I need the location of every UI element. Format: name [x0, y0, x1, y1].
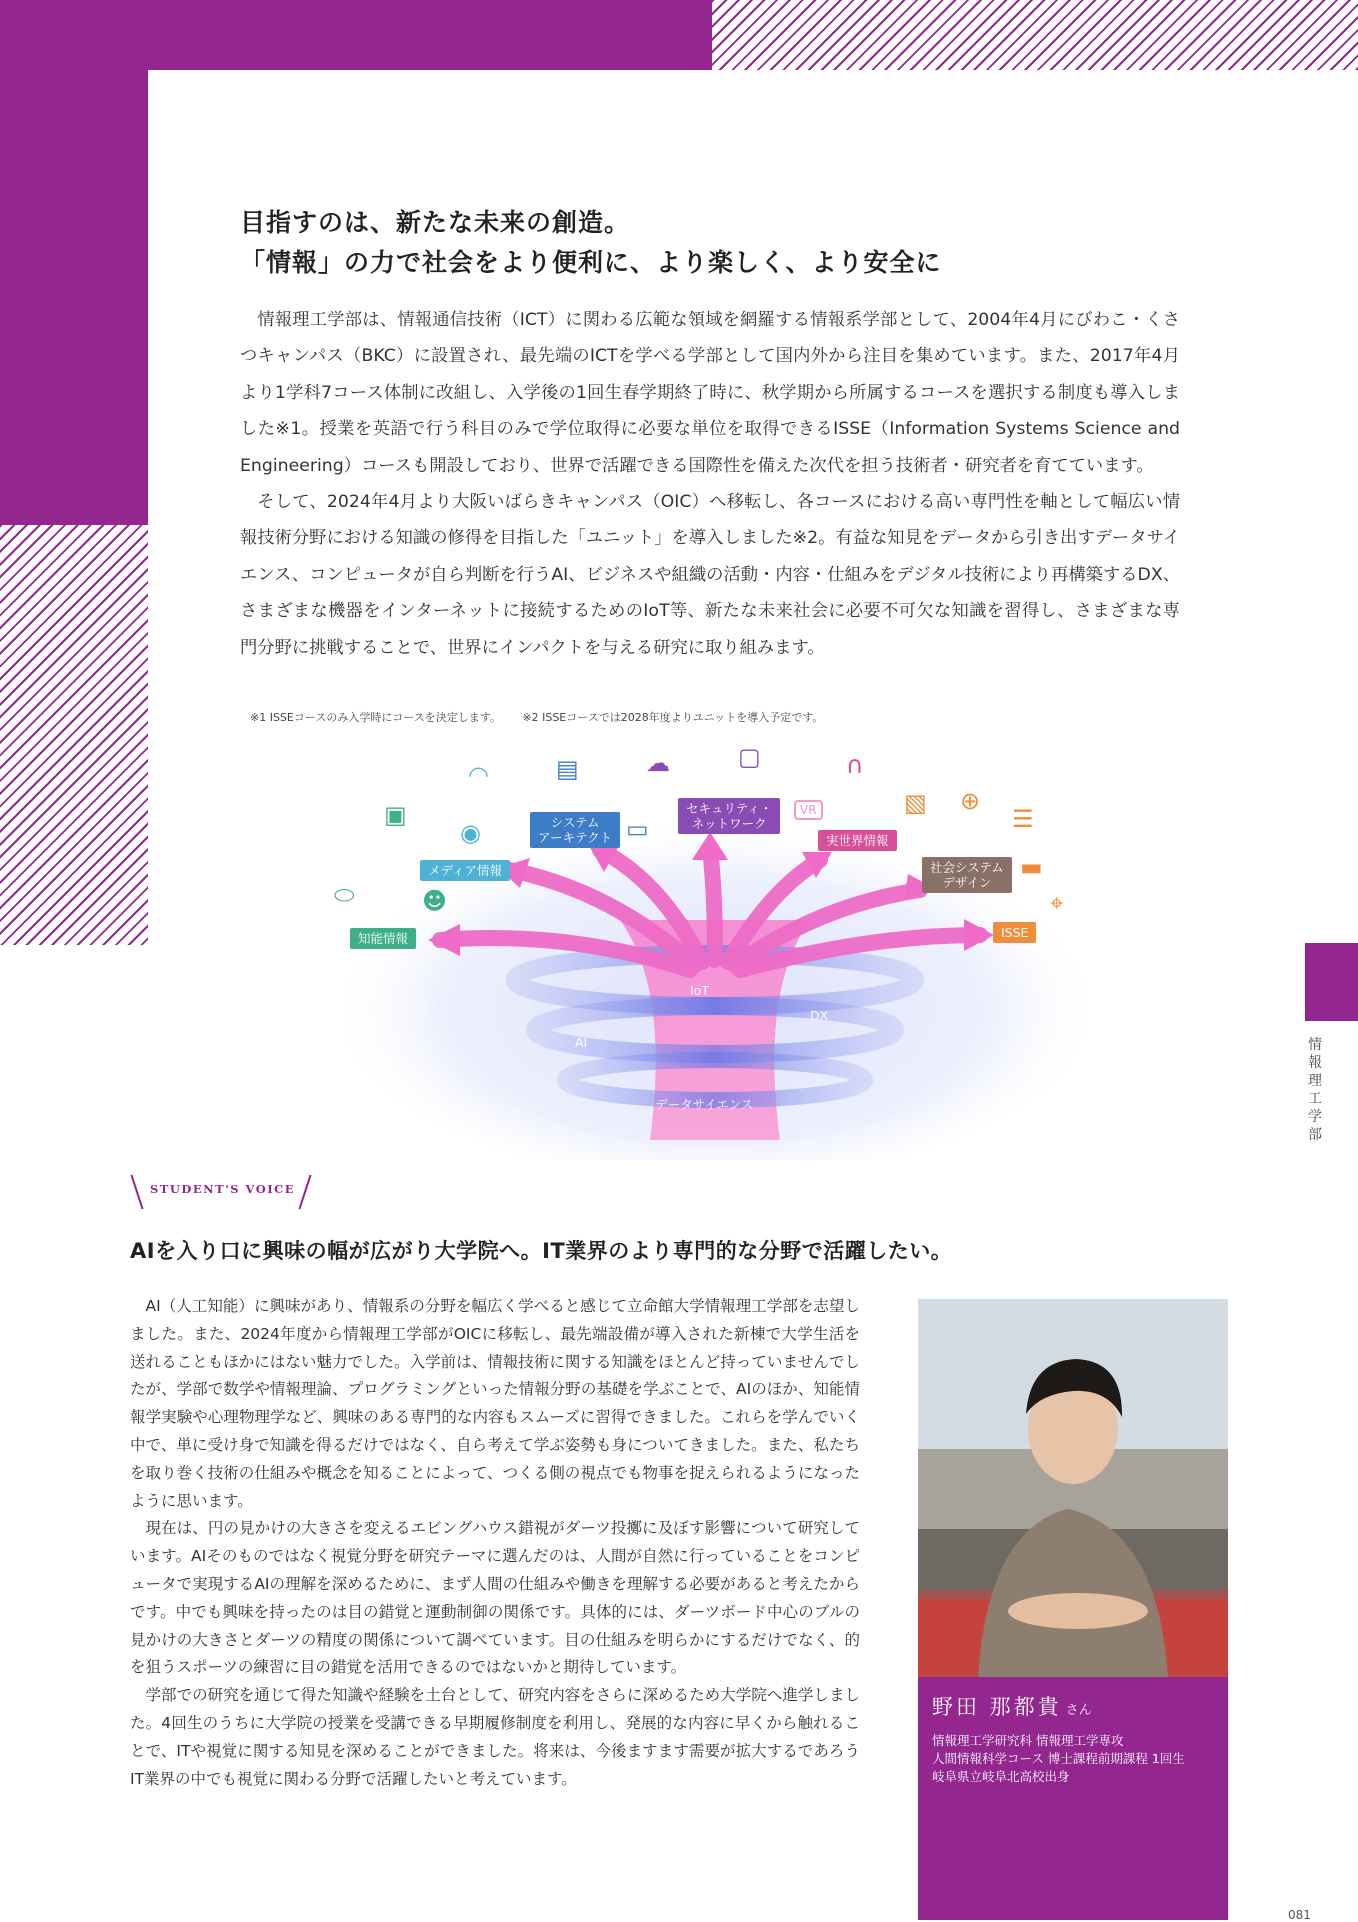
student-name-line: [932, 1691, 1092, 1721]
affiliation-line-2: 人間情報科学コース 博士課程前期課程 1回生: [932, 1751, 1185, 1766]
server-icon: ☰: [1012, 805, 1034, 833]
vr-headset-icon: [794, 800, 823, 820]
headphones-icon: ∩: [846, 751, 864, 779]
side-section-label: [1305, 1036, 1325, 1144]
affiliation-line-1: 情報理工学研究科 情報理工学専攻: [932, 1733, 1124, 1748]
gamepad-icon: ⬭: [334, 881, 355, 909]
student-voice-title: AIを入り口に興味の幅が広がり大学院へ。IT業界のより専門的な分野で活躍したい。: [130, 1239, 953, 1263]
sv-paragraph-2: 現在は、円の見かけの大きさを変えるエビングハウス錯視がダーツ投擲に及ぼす影響について研究しています。AIそのものではなく視覚分野を研究テーマに選んだのは、人間が自然に行っていることをコンピュータで実現するAIの理解を深めるために、まず人間の仕組みや働きを理解する必要があると考えたからです。中でも興味を持ったのは目の錯覚と運動制御の関係です。具体的には、ダーツボード中心のブルの見かけの大きさとダーツの精度の関係について調べています。目の仕組みを明らかにするだけでなく、的を狙うスポーツの練習に目の錯覚を活用できるのではないかと期待しています。: [130, 1519, 860, 1677]
page-number: 081: [1288, 1908, 1311, 1922]
tag-media-joho: メディア情報: [420, 860, 510, 881]
cloud-sync-icon: ☁: [646, 749, 670, 777]
student-voice-label: STUDENT'S VOICE: [150, 1182, 296, 1196]
left-purple-bar: [0, 70, 148, 525]
monitor-chart-icon: ▤: [556, 755, 579, 783]
funnel-label-iot: IoT: [690, 983, 709, 998]
student-name: 野田 那都貴: [932, 1695, 1062, 1719]
side-label-char: 学: [1308, 1109, 1322, 1125]
tag-isse: ISSE: [993, 922, 1036, 943]
camera-icon: ◉: [460, 819, 481, 847]
desktop-computer-icon: ▭: [626, 815, 649, 843]
tag-chinou-joho: 知能情報: [350, 928, 416, 949]
funnel-label-ai: AI: [575, 1035, 588, 1050]
side-label-char: 情: [1308, 1037, 1322, 1053]
speaker-icon: ▣: [384, 801, 407, 829]
top-right-hatch-band: [712, 0, 1358, 70]
globe-icon: ⊕: [960, 787, 981, 815]
top-left-purple-block: [0, 0, 712, 70]
footnotes: [250, 709, 841, 725]
funnel-label-data-science: データサイエンス: [655, 1097, 754, 1112]
footnote-1: ※1 ISSEコースのみ入学時にコースを決定します。: [250, 711, 501, 724]
sv-paragraph-3: 学部での研究を通じて得た知識や経験を土台として、研究内容をさらに深めるため大学院へ進学しました。4回生のうちに大学院の授業を受講できる早期履修制度を利用し、発展的な内容に早くから触れることで、ITや視覚に関する知見を深めることができました。将来は、今後ますます需要が拡大するであろうIT業界の中でも視覚に関わる分野で活躍したいと考えています。: [130, 1686, 860, 1788]
side-label-char: 部: [1308, 1127, 1322, 1143]
side-label-char: 報: [1308, 1055, 1322, 1071]
student-honorific: さん: [1065, 1703, 1092, 1718]
page-heading: [240, 203, 1200, 283]
funnel-label-dx: DX: [810, 1008, 829, 1023]
student-photo-illustration: [918, 1299, 1228, 1677]
footnote-2: ※2 ISSEコースでは2028年度よりユニットを導入予定です。: [522, 711, 824, 724]
vr-label: VR: [800, 803, 817, 817]
student-affiliation: [932, 1732, 1185, 1786]
heading-line-2: 「情報」の力で社会をより便利に、より楽しく、より安全に: [240, 248, 942, 277]
side-index-tab: [1305, 943, 1358, 1021]
unit-diagram: [320, 740, 1100, 1160]
intro-text: [240, 302, 1180, 666]
robot-icon: ▧: [904, 789, 927, 817]
student-voice-text: [130, 1293, 860, 1793]
side-section-label-text: [1305, 1036, 1325, 1144]
sv-slash-left: [130, 1175, 143, 1210]
student-profile-card: [918, 1677, 1228, 1920]
sv-slash-right: [298, 1175, 311, 1210]
sv-paragraph-1: AI（人工知能）に興味があり、情報系の分野を幅広く学べると感じて立命館大学情報理工学部を志望しました。また、2024年度から情報理工学部がOICに移転し、最先端設備が導入された新棟で大学生活を送れることもほかにはない魅力でした。入学前は、情報技術に関する知識をほとんど持っていませんでしたが、学部で数学や情報理論、プログラミングといった情報分野の基礎を学ぶことで、AIのほか、知能情報学実験や心理物理学など、興味のある専門的な内容もスムーズに習得できました。これらを学んでいく中で、単に受け身で知識を得るだけではなく、自ら考えて学ぶ姿勢も身についてきました。また、私たちを取り巻く技術の仕組みや概念を知ることによって、つくる側の視点でも物事を捉えられるようになったように思います。: [130, 1297, 860, 1510]
head-brain-icon: ☻: [422, 887, 448, 915]
wifi-icon: ◠: [468, 761, 489, 789]
student-photo: [918, 1299, 1228, 1677]
map-pin-icon: ⌖: [1050, 889, 1064, 917]
heading-line-1: 目指すのは、新たな未来の創造。: [240, 208, 631, 237]
tag-security-network: セキュリティ・ ネットワーク: [678, 798, 780, 834]
left-hatch-band: [0, 525, 148, 945]
chat-bubbles-icon: ▬: [1020, 853, 1043, 881]
affiliation-line-3: 岐阜県立岐阜北高校出身: [932, 1769, 1070, 1784]
intro-paragraph-1: 情報理工学部は、情報通信技術（ICT）に関わる広範な領域を網羅する情報系学部として、2004年4月にびわこ・くさつキャンパス（BKC）に設置され、最先端のICTを学べる学部として国内外から注目を集めています。また、2017年4月より1学科7コース体制に改組し、入学後の1回生春学期終了時に、秋学期から所属するコースを選択する制度も導入しました※1。授業を英語で行う科目のみで学位取得に必要な単位を取得できるISSE（Information Systems Science and Engineering）コースも開設しており、世界で活躍できる国際性を備えた次代を担う技術者・研究者を育てています。: [240, 310, 1180, 476]
side-label-char: 理: [1308, 1073, 1322, 1089]
tag-jitsusekai-joho: 実世界情報: [818, 830, 897, 851]
side-label-char: 工: [1308, 1091, 1322, 1107]
intro-paragraph-2: そして、2024年4月より大阪いばらきキャンパス（OIC）へ移転し、各コースにおける高い専門性を軸として幅広い情報技術分野における知識の修得を目指した「ユニット」を導入しました※2。有益な知見をデータから引き出すデータサイエンス、コンピュータが自ら判断を行うAI、ビジネスや組織の活動・内容・仕組みをデジタル技術により再構築するDX、さまざまな機器をインターネットに接続するためのIoT等、新たな未来社会に必要不可欠な知識を習得し、さまざまな専門分野に挑戦することで、世界にインパクトを与える研究に取り組みます。: [240, 492, 1180, 658]
tag-system-architect: システム アーキテクト: [530, 812, 620, 848]
tag-shakai-system-design: 社会システム デザイン: [922, 857, 1012, 893]
lock-icon: ▢: [738, 743, 761, 771]
arrow-security: [710, 850, 715, 960]
